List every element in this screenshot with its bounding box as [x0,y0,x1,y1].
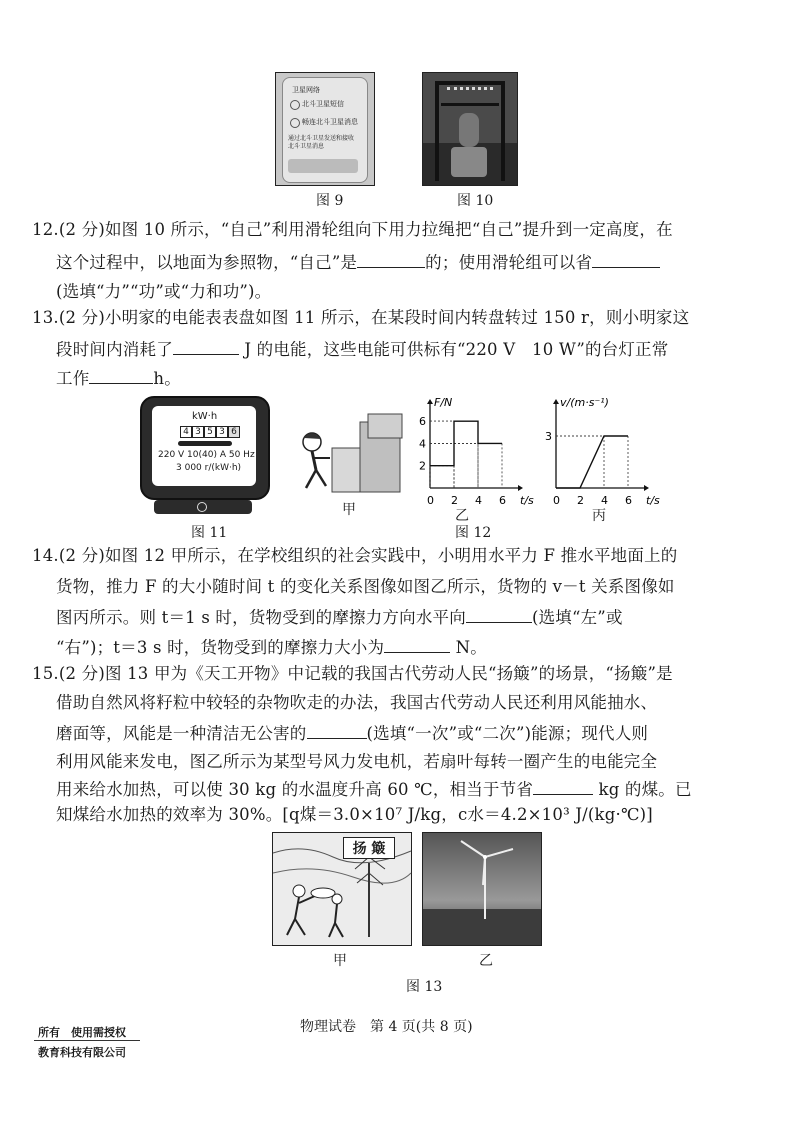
figure-10-pulley-photo [422,72,518,186]
page-footer: 物理试卷 第 4 页(共 8 页) [300,1019,473,1035]
x-axis-label: t/s [520,494,534,507]
footer-divider [34,1040,140,1041]
y-axis-arrow-icon [553,399,559,404]
meter-digit: 4 [180,426,192,438]
meter-spec-1: 220 V 10(40) A 50 Hz [158,450,255,460]
q15-answer-blank-2[interactable] [533,778,593,795]
y-axis-label: F/N [434,396,453,409]
footer-copyright: 所有 使用需授权 [38,1026,126,1039]
x-tick-label: 4 [475,494,482,507]
figure-9-phone-photo [275,72,375,186]
figure-9-caption: 图 9 [316,193,344,209]
figure-13-jia-label: 甲 [333,953,347,969]
footer-company: 教育科技有限公司 [38,1046,126,1059]
y-tick-label: 3 [545,430,552,443]
y-tick-label: 4 [419,437,426,451]
x-tick-label: 0 [427,494,434,507]
q12-answer-blank-2[interactable] [592,251,660,268]
x-tick-label: 6 [499,494,506,507]
x-axis-arrow-icon [518,485,523,491]
q15-answer-blank-1[interactable] [307,722,367,739]
phone-item-2: 畅连北斗卫星消息 [302,118,358,126]
q14-line-1: 14.(2 分)如图 12 甲所示，在学校组织的社会实践中，小明用水平力 F 推水平地面上的 [32,546,678,565]
meter-screw-icon [197,502,207,512]
meter-spec-2: 3 000 r/(kW·h) [176,463,242,473]
figure-12-jia-illustration [294,412,406,496]
y-tick-label: 2 [419,459,426,473]
figure-10-caption: 图 10 [457,193,494,209]
figure-13-jia-woodcut [272,832,412,946]
q14-answer-blank-1[interactable] [466,606,532,623]
message-icon [290,118,300,128]
figure-12-bing-velocity-chart [536,392,660,507]
x-tick-label: 6 [625,494,632,507]
meter-digit: 5 [204,426,216,438]
figure-11-caption: 图 11 [191,525,228,541]
phone-item-1: 北斗卫星短信 [302,100,344,108]
woodcut-title: 扬 簸 [343,837,395,859]
meter-unit: kW·h [192,411,218,422]
q15-line-5: 用来给水加热，可以使 30 kg 的水温度升高 60 ℃，相当于节省 kg 的煤。已 [56,780,692,799]
q12-line-1: 12.(2 分)如图 10 所示，“自己”利用滑轮组向下用力拉绳把“自己”提升到一定高度，在 [32,220,673,239]
y-axis-label: v/(m·s⁻¹) [560,396,609,409]
figure-12-yi-label: 乙 [455,508,469,524]
figure-13-yi-wind-turbine-photo [422,832,542,946]
q13-answer-blank-1[interactable] [173,338,239,355]
phone-header: 卫星网络 [292,86,320,94]
q12-answer-blank-1[interactable] [357,251,425,268]
q14-line-4: “右”)；t＝3 s 时，货物受到的摩擦力大小为 N。 [56,638,487,657]
meter-digit: 3 [216,426,228,438]
x-tick-label: 2 [577,494,584,507]
x-axis-label: t/s [646,494,660,507]
figure-12-caption: 图 12 [455,525,492,541]
q15-line-2: 借助自然风将籽粒中较轻的杂物吹走的办法，我国古代劳动人民还利用风能抽水、 [56,693,658,712]
figure-12-jia-label: 甲 [342,502,356,518]
q14-line-2: 货物，推力 F 的大小随时间 t 的变化关系图像如图乙所示，货物的 v－t 关系图像如 [56,577,675,596]
q12-line-2: 这个过程中，以地面为参照物，“自己”是 的；使用滑轮组可以省 [56,251,660,273]
q15-line-1: 15.(2 分)图 13 甲为《天工开物》中记载的我国古代劳动人民“扬簸”的场景，“扬簸”是 [32,664,673,683]
series-line [556,436,628,488]
q15-line-4: 利用风能来发电，图乙所示为某型号风力发电机，若扇叶每转一圈产生的电能完全 [56,752,658,771]
y-axis-arrow-icon [427,399,433,404]
x-axis-arrow-icon [644,485,649,491]
meter-digit: 6 [228,426,240,438]
q13-line-1: 13.(2 分)小明家的电能表表盘如图 11 所示，在某段时间内转盘转过 150 r，则小明家这 [32,308,690,327]
x-tick-label: 2 [451,494,458,507]
meter-rotating-disc [178,441,232,446]
figure-12-bing-label: 丙 [592,508,606,524]
q15-line-6: 知煤给水加热的效率为 30%。[q煤＝3.0×10⁷ J/kg，c水＝4.2×10³ J/(kg·℃)] [56,805,653,824]
q13-line-2: 段时间内消耗了 J 的电能，这些电能可供标有“220 V 10 W”的台灯正常 [56,340,669,359]
q13-line-3: 工作 h。 [56,369,181,388]
y-tick-label: 6 [419,415,426,429]
q15-line-3: 磨面等，风能是一种清洁无公害的 (选填“一次”或“二次”)能源；现代人则 [56,724,649,743]
figure-13-caption: 图 13 [406,979,443,995]
x-tick-label: 0 [553,494,560,507]
phone-note: 通过北斗卫星发送和接收北斗卫星消息 [288,135,355,150]
q14-answer-blank-2[interactable] [384,636,450,653]
figure-11-electric-meter [140,396,270,518]
q12-line-3: (选填“力”“功”或“力和功”)。 [56,282,272,301]
figure-12-yi-force-chart [416,392,534,507]
meter-digit: 3 [192,426,204,438]
q13-answer-blank-2[interactable] [89,367,153,384]
figure-13-yi-label: 乙 [479,953,493,969]
x-tick-label: 4 [601,494,608,507]
satellite-icon [290,100,300,110]
meter-digits [180,426,240,438]
q14-line-3: 图丙所示。则 t＝1 s 时，货物受到的摩擦力方向水平向 (选填“左”或 [56,608,623,627]
